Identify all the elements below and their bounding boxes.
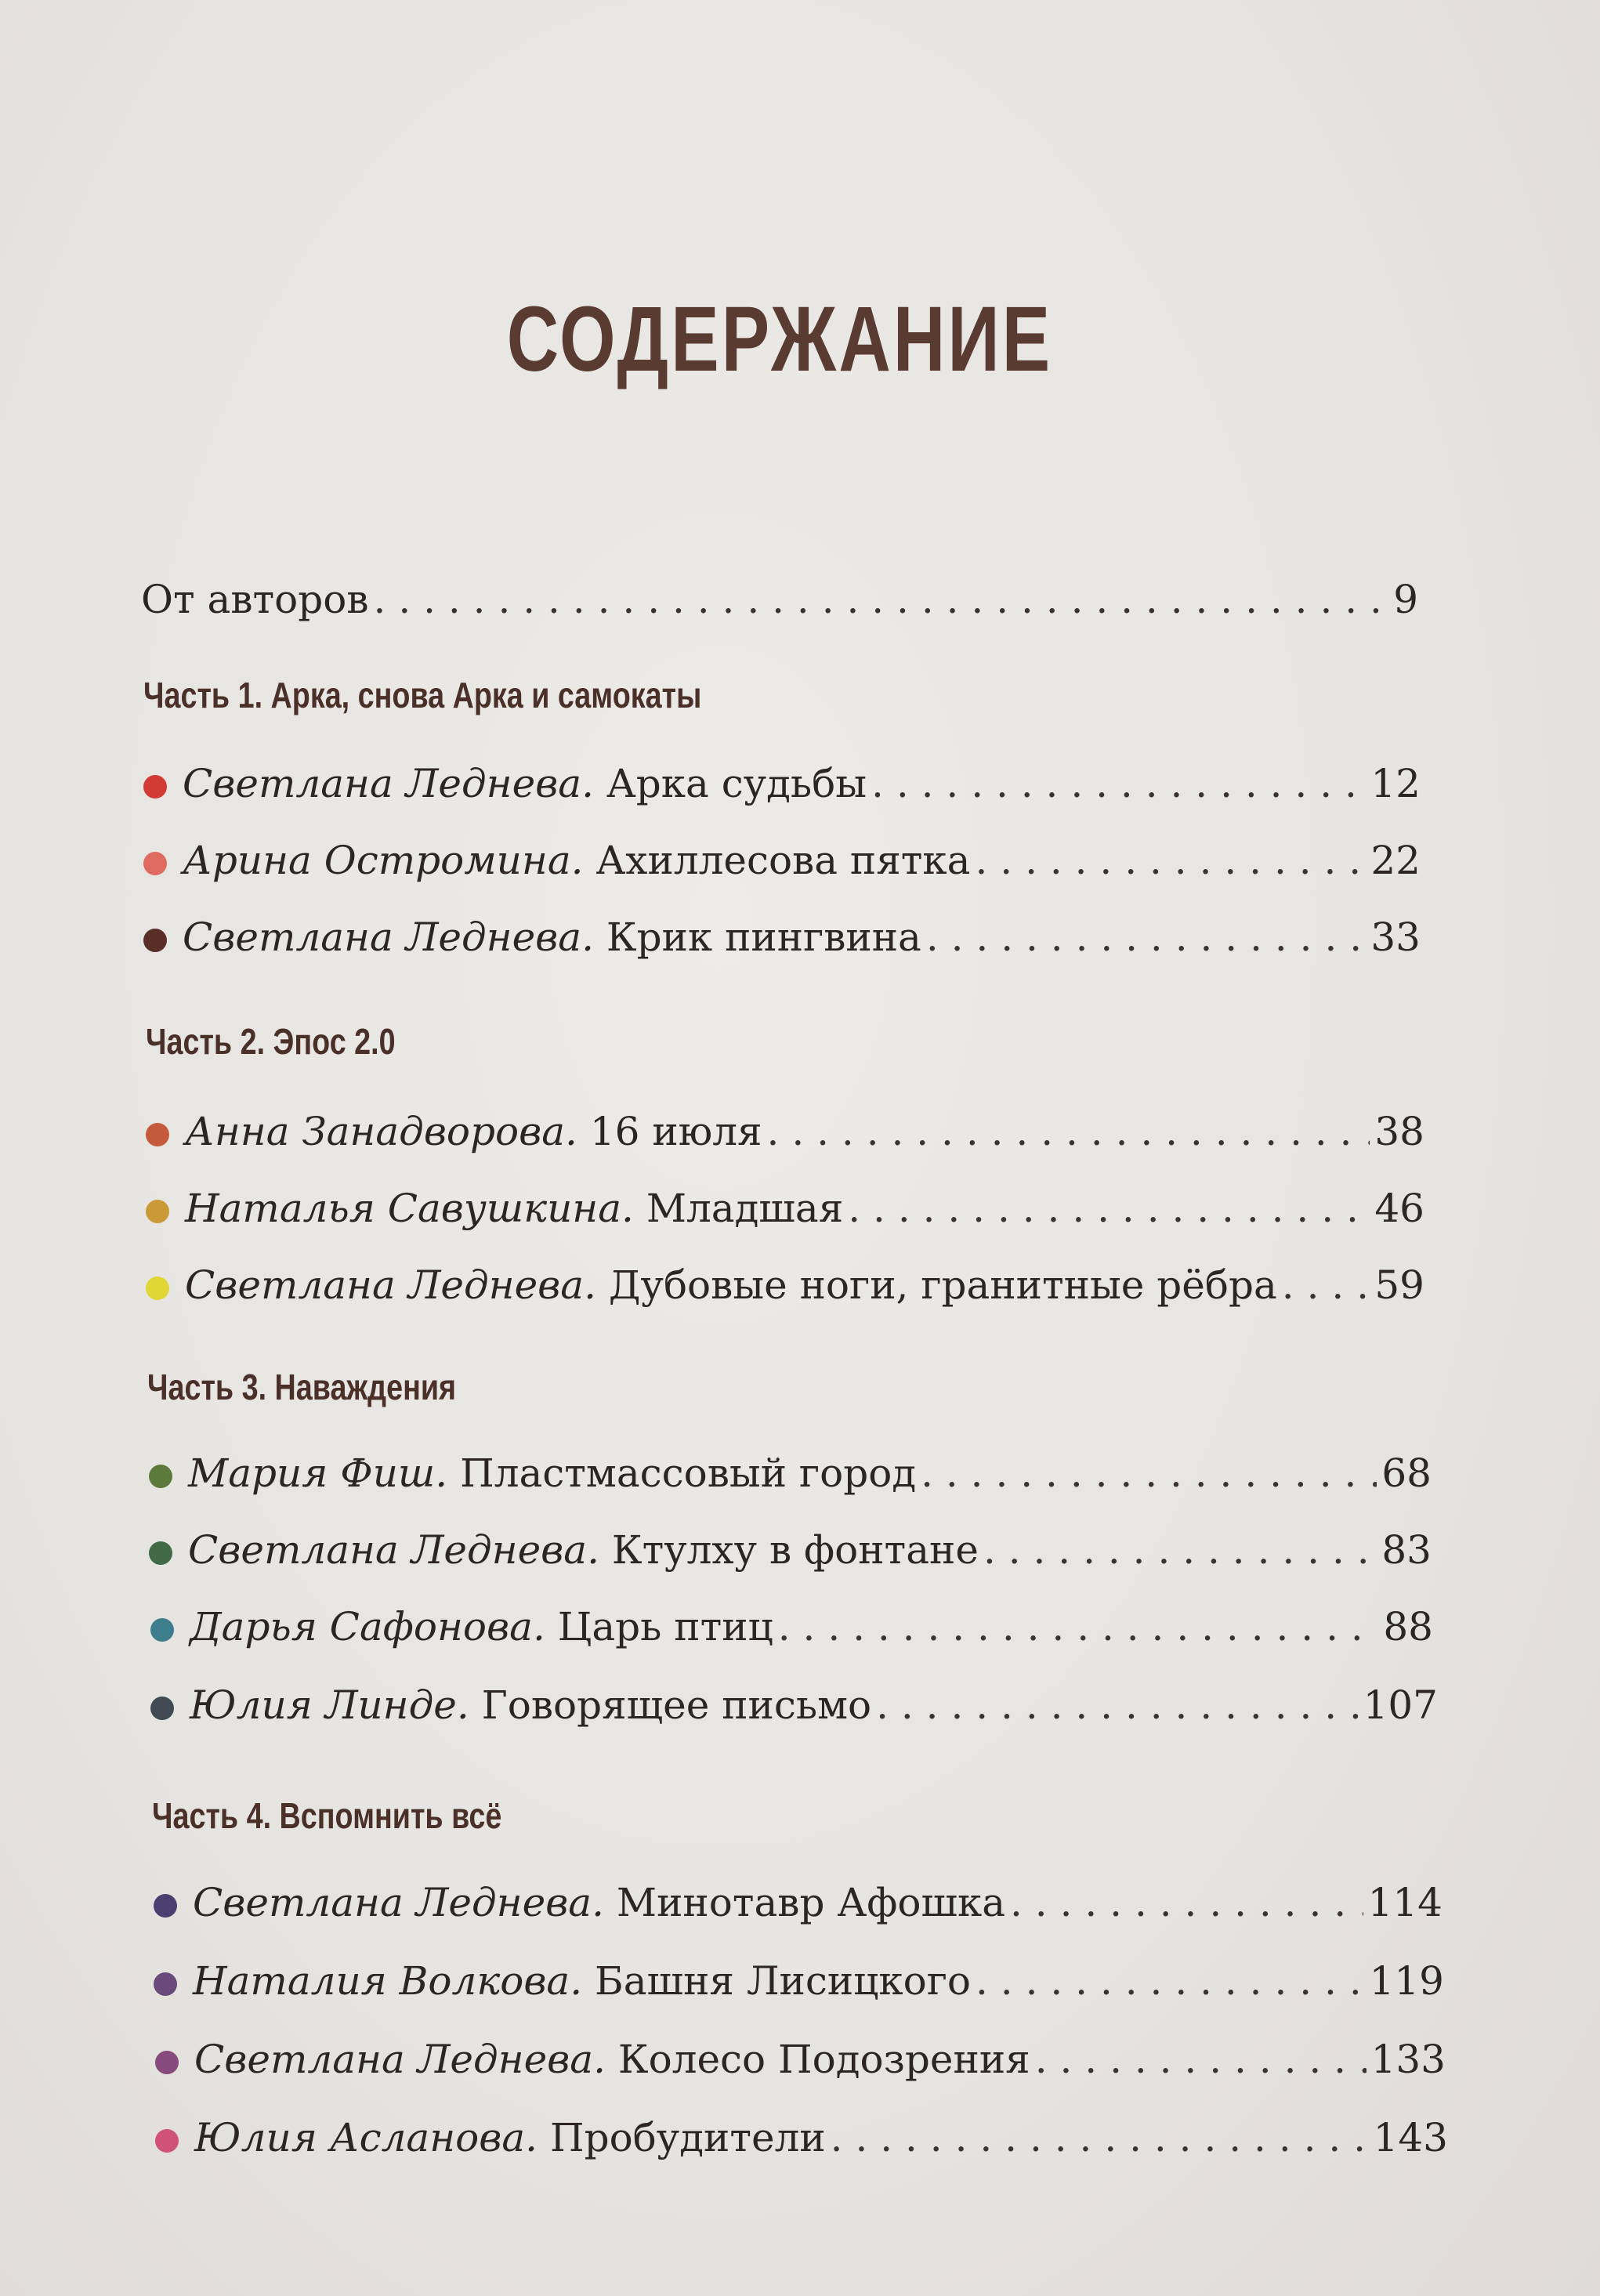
toc-entry[interactable]	[149, 1526, 1432, 1574]
entry-story: Арка судьбы	[606, 761, 867, 806]
color-dot	[143, 775, 167, 799]
entry-story: Младшая	[646, 1186, 844, 1231]
dot-leader	[767, 1108, 1370, 1155]
part-heading-2: Часть 2. Эпос 2.0	[146, 1021, 396, 1062]
entry-story: 16 июля	[589, 1109, 762, 1154]
color-dot	[154, 1894, 177, 1918]
toc-entry[interactable]	[143, 914, 1421, 961]
part-heading-4: Часть 4. Вспомнить всё	[152, 1795, 502, 1836]
page-number: 68	[1381, 1450, 1432, 1496]
entry-author: Наталия Волкова.	[193, 1958, 583, 2004]
dot-leader	[1035, 2036, 1367, 2083]
page-number: 59	[1374, 1262, 1424, 1308]
entry-story: Колесо Подозрения	[617, 2037, 1030, 2082]
page-number: 114	[1367, 1880, 1443, 1925]
dot-leader	[871, 760, 1366, 807]
entry-story: Царь птиц	[557, 1604, 773, 1650]
entry-story: Говорящее письмо	[481, 1682, 872, 1728]
color-dot	[143, 852, 167, 875]
entry-author: Юлия Линде.	[190, 1682, 469, 1728]
color-dot	[150, 1618, 174, 1642]
page-number: 46	[1374, 1186, 1424, 1231]
entry-story: Крик пингвина	[606, 914, 921, 960]
dot-leader	[976, 1957, 1365, 2004]
toc-entry[interactable]	[155, 2036, 1446, 2083]
entry-author: Светлана Леднева.	[193, 1880, 604, 1925]
page-number: 38	[1374, 1109, 1424, 1154]
entry-author: Светлана Леднева.	[183, 914, 594, 960]
color-dot	[146, 1277, 169, 1300]
page-number: 33	[1370, 914, 1421, 960]
toc-entry[interactable]	[143, 760, 1421, 807]
page-number: 83	[1381, 1527, 1432, 1573]
page-number: 143	[1373, 2115, 1448, 2160]
entry-author: Светлана Леднева.	[185, 1262, 596, 1308]
entry-author: Светлана Леднева.	[188, 1527, 599, 1573]
toc-entry[interactable]	[155, 2114, 1448, 2161]
entry-author: Арина Остромина.	[183, 838, 584, 883]
part-heading-1: Часть 1. Арка, снова Арка и самокаты	[143, 675, 702, 715]
toc-entry[interactable]	[146, 1185, 1424, 1232]
dot-leader	[778, 1603, 1379, 1650]
color-dot	[155, 2051, 179, 2074]
entry-author: Мария Фиш.	[188, 1450, 448, 1496]
entry-author: Анна Занадворова.	[185, 1109, 577, 1154]
page-number: 9	[1393, 577, 1418, 622]
page-title: СОДЕРЖАНИЕ	[506, 288, 1053, 391]
entry-story: Ахиллесова пятка	[595, 838, 971, 883]
color-dot	[143, 929, 167, 952]
color-dot	[155, 2129, 179, 2153]
toc-entry[interactable]	[146, 1262, 1424, 1309]
color-dot	[146, 1123, 169, 1146]
dot-leader	[926, 914, 1367, 961]
dot-leader	[374, 576, 1389, 623]
page-number: 107	[1363, 1682, 1438, 1728]
entry-label: От авторов	[141, 577, 369, 622]
color-dot	[149, 1541, 172, 1565]
part-heading-3: Часть 3. Наваждения	[147, 1367, 457, 1407]
color-dot	[149, 1465, 172, 1488]
dot-leader	[976, 837, 1367, 884]
entry-author: Дарья Сафонова.	[190, 1604, 545, 1650]
page-number: 119	[1369, 1958, 1444, 2004]
toc-entry[interactable]	[143, 837, 1421, 884]
page-number: 22	[1370, 838, 1421, 883]
entry-story: Дубовые ноги, гранитные рёбра	[608, 1262, 1277, 1308]
entry-author: Светлана Леднева.	[194, 2037, 606, 2082]
entry-story: Пластмассовый город	[460, 1450, 917, 1496]
toc-entry[interactable]	[149, 1450, 1432, 1497]
toc-entry[interactable]	[150, 1603, 1433, 1650]
toc-entry[interactable]	[154, 1957, 1444, 2004]
color-dot	[150, 1697, 174, 1720]
toc-entry[interactable]	[150, 1682, 1438, 1729]
entry-story: Башня Лисицкого	[595, 1958, 972, 2004]
dot-leader	[1010, 1879, 1363, 1926]
page-number: 88	[1383, 1604, 1433, 1650]
entry-story: Минотавр Афошка	[616, 1880, 1006, 1925]
dot-leader	[983, 1526, 1377, 1574]
toc-entry-intro[interactable]	[141, 576, 1418, 623]
entry-author: Наталья Савушкина.	[185, 1186, 634, 1231]
dot-leader	[848, 1185, 1370, 1232]
dot-leader	[921, 1450, 1377, 1497]
dot-leader	[1282, 1262, 1370, 1309]
page-number: 12	[1370, 761, 1421, 806]
page-number: 133	[1370, 2037, 1446, 2082]
toc-entry[interactable]	[146, 1108, 1424, 1155]
color-dot	[154, 1972, 177, 1996]
entry-author: Светлана Леднева.	[183, 761, 594, 806]
color-dot	[146, 1200, 169, 1223]
dot-leader	[831, 2114, 1369, 2161]
toc-entry[interactable]	[154, 1879, 1443, 1926]
dot-leader	[876, 1682, 1358, 1729]
entry-story: Ктулху в фонтане	[611, 1527, 979, 1573]
entry-author: Юлия Асланова.	[194, 2115, 538, 2160]
entry-story: Пробудители	[549, 2115, 826, 2160]
